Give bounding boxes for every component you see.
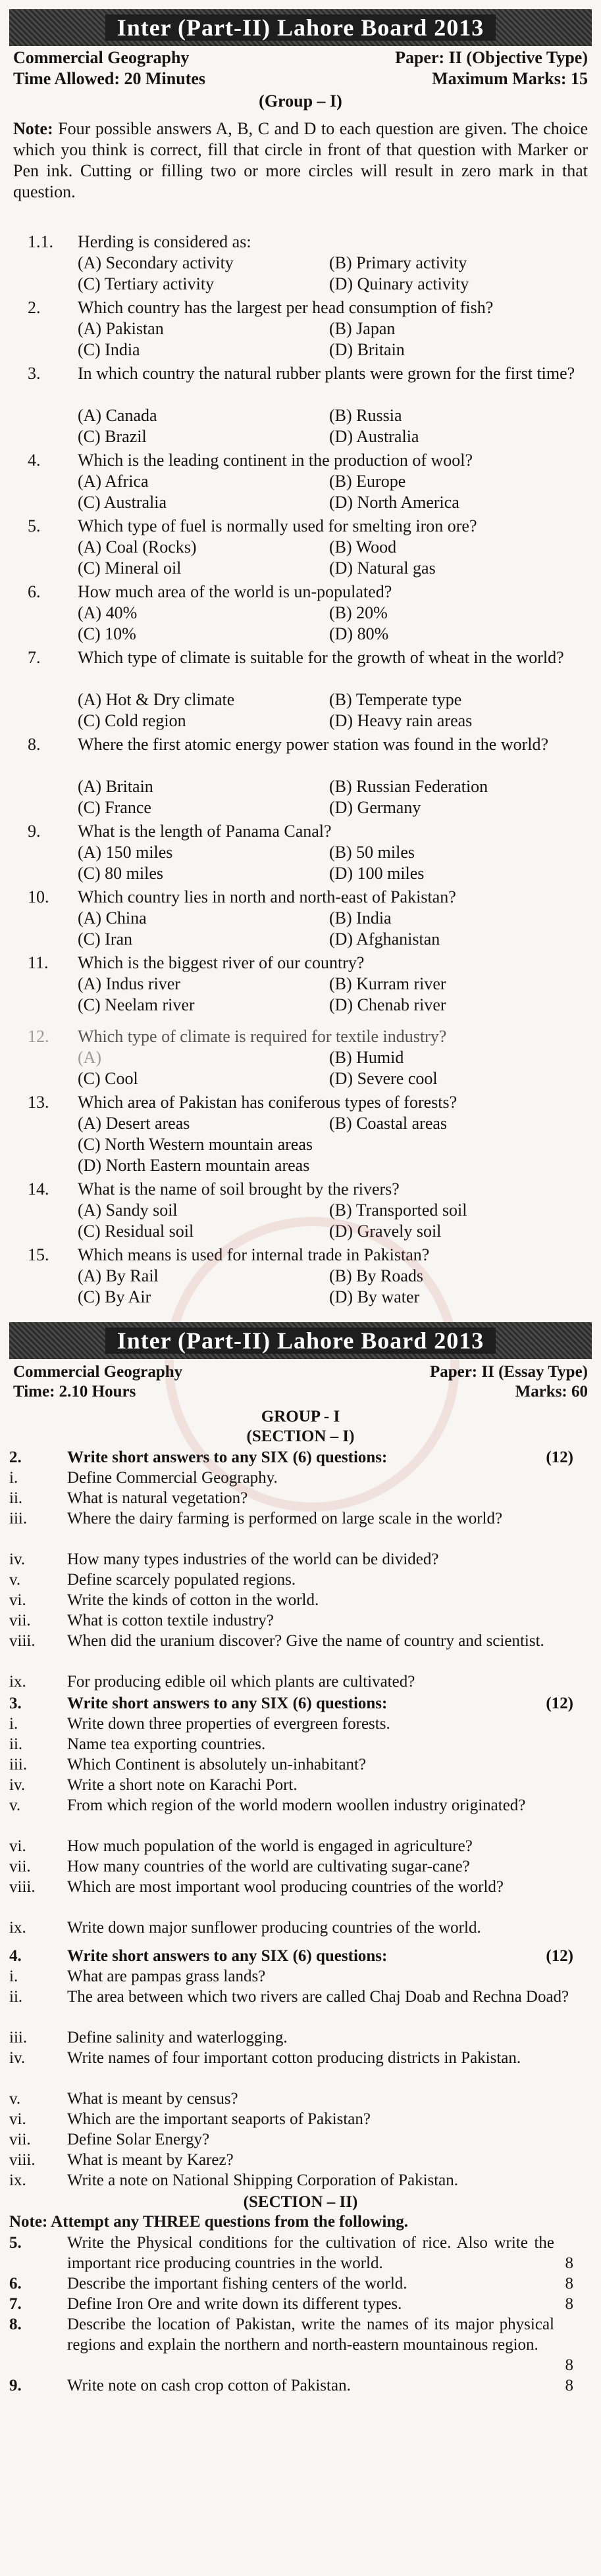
- mcq-option-a: (A) Africa: [78, 472, 149, 491]
- question-marks: (12): [546, 1947, 573, 1965]
- mcq-option-c: (C) Tertiary activity: [78, 274, 215, 293]
- mcq-option-d: (D) Britain: [329, 340, 405, 359]
- mcq-question: Which country has the largest per head consumption of fish?: [78, 298, 494, 317]
- mcq-option-a: (A) Canada: [78, 406, 157, 425]
- objective-marks: Maximum Marks: 15: [432, 69, 588, 88]
- objective-time: Time Allowed: 20 Minutes: [13, 69, 206, 88]
- mcq-number: 8.: [28, 735, 41, 754]
- question-marks: (12): [546, 1695, 573, 1712]
- item-text: Write the kinds of cotton in the world.: [67, 1591, 319, 1609]
- question-text: Define Iron Ore and write down its different types.: [67, 2295, 402, 2313]
- mcq-number: 1.1.: [28, 232, 53, 251]
- section-1-title: (SECTION – I): [246, 1427, 355, 1445]
- mcq-number: 10.: [28, 887, 49, 906]
- item-number: ii.: [9, 1735, 23, 1753]
- item-number: vii.: [9, 1858, 31, 1875]
- item-number: vi.: [9, 1837, 26, 1855]
- essay-banner-title: Inter (Part-II) Lahore Board 2013: [105, 1327, 496, 1354]
- mcq-option-c: (C) Neelam river: [78, 995, 195, 1014]
- mcq-option-b: (B) Humid: [329, 1048, 404, 1067]
- mcq-option-b: (B) Primary activity: [329, 253, 467, 272]
- mcq-option-c: (C) Iran: [78, 929, 133, 949]
- essay-group: GROUP - I: [261, 1408, 340, 1425]
- item-text: Where the dairy farming is performed on large scale in the world?: [67, 1510, 503, 1527]
- mcq-option-b: (B) Temperate type: [329, 690, 462, 709]
- mcq-option-a: (A): [78, 1048, 102, 1067]
- mcq-option-c: (C) Residual soil: [78, 1222, 194, 1241]
- mcq-question: Which country lies in north and north-east of Pakistan?: [78, 887, 456, 906]
- item-number: i.: [9, 1968, 18, 1985]
- mcq-number: 6.: [28, 582, 41, 601]
- mcq-option-b: (B) Kurram river: [329, 974, 446, 993]
- item-text: What is meant by census?: [67, 2090, 238, 2108]
- objective-note: [13, 118, 588, 203]
- mcq-option-a: (A) Desert areas: [78, 1114, 190, 1133]
- mcq-option-c: (C) North Western mountain areas: [78, 1135, 313, 1154]
- item-number: v.: [9, 2090, 21, 2108]
- section-2-title: (SECTION – II): [243, 2193, 358, 2211]
- mcq-question: Which is the leading continent in the production of wool?: [78, 451, 473, 470]
- mcq-option-b: (B) By Roads: [329, 1266, 423, 1285]
- item-number: iv.: [9, 2049, 26, 2067]
- mcq-option-a: (A) By Rail: [78, 1266, 159, 1285]
- item-text: How many countries of the world are cultivating sugar-cane?: [67, 1858, 470, 1875]
- mcq-option-a: (A) Britain: [78, 777, 153, 796]
- mcq-number: 4.: [28, 451, 41, 470]
- mcq-number: 2.: [28, 298, 41, 317]
- mcq-option-d: (D) Gravely soil: [329, 1222, 442, 1241]
- objective-header-row-2: [13, 68, 588, 89]
- item-number: i.: [9, 1469, 18, 1487]
- item-text: Define Commercial Geography.: [67, 1469, 278, 1487]
- mcq-option-d: (D) North Eastern mountain areas: [78, 1156, 310, 1175]
- item-text: Define scarcely populated regions.: [67, 1571, 296, 1589]
- mcq-option-b: (B) Europe: [329, 472, 406, 491]
- question-number: 3.: [9, 1695, 22, 1712]
- mcq-option-a: (A) 150 miles: [78, 843, 173, 862]
- item-number: ii.: [9, 1489, 23, 1507]
- mcq-number: 7.: [28, 648, 41, 667]
- item-text: Which are the important seaports of Pakistan?: [67, 2110, 371, 2128]
- mcq-option-c: (C) 80 miles: [78, 864, 163, 883]
- mcq-number: 14.: [28, 1179, 49, 1199]
- item-text: Which are most important wool producing countries of the world?: [67, 1878, 504, 1896]
- question-marks: 8: [565, 2377, 573, 2394]
- item-text: Name tea exporting countries.: [67, 1735, 266, 1753]
- question-heading: Write short answers to any SIX (6) questions:: [67, 1449, 388, 1466]
- mcq-question: Herding is considered as:: [78, 232, 251, 251]
- essay-subject: Commercial Geography: [13, 1363, 183, 1381]
- question-text: Write the Physical conditions for the cultivation of rice. Also write the important rice producing countries in the world.: [67, 2234, 554, 2272]
- item-number: i.: [9, 1715, 18, 1733]
- mcq-question: Which is the biggest river of our country?: [78, 953, 365, 972]
- mcq-option-d: (D) Afghanistan: [329, 929, 440, 949]
- question-text: Describe the important fishing centers of the world.: [67, 2275, 407, 2292]
- item-text: When did the uranium discover? Give the name of country and scientist.: [67, 1632, 544, 1650]
- item-number: viii.: [9, 1878, 36, 1896]
- item-text: Define Solar Energy?: [67, 2131, 210, 2148]
- mcq-option-d: (D) Germany: [329, 798, 421, 817]
- mcq-question: Which type of fuel is normally used for smelting iron ore?: [78, 516, 477, 535]
- mcq-option-d: (D) Chenab river: [329, 995, 446, 1014]
- mcq-question: In which country the natural rubber plants were grown for the first time?: [78, 364, 575, 383]
- mcq-option-b: (B) Russian Federation: [329, 777, 488, 796]
- mcq-question: Which means is used for internal trade in Pakistan?: [78, 1245, 430, 1264]
- mcq-option-c: (C) Cold region: [78, 711, 186, 730]
- item-text: The area between which two rivers are called Chaj Doab and Rechna Doad?: [67, 1988, 569, 2006]
- question-text: Describe the location of Pakistan, write the names of its major physical regions and explain the northern and north-eastern mountainous region.: [67, 2316, 554, 2354]
- item-text: What is natural vegetation?: [67, 1489, 248, 1507]
- item-number: iii.: [9, 1510, 28, 1527]
- item-text: Define salinity and waterlogging.: [67, 2029, 288, 2046]
- mcq-option-a: (A) Coal (Rocks): [78, 537, 197, 557]
- item-text: Write a short note on Karachi Port.: [67, 1776, 298, 1794]
- mcq-option-d: (D) By water: [329, 1287, 420, 1306]
- mcq-number: 5.: [28, 516, 41, 535]
- objective-note-label: Note:: [13, 119, 53, 138]
- mcq-option-b: (B) India: [329, 908, 392, 928]
- item-number: ix.: [9, 2171, 26, 2189]
- mcq-option-d: (D) Quinary activity: [329, 274, 469, 293]
- mcq-number: 15.: [28, 1245, 49, 1264]
- mcq-option-d: (D) Australia: [329, 427, 419, 446]
- item-number: ii.: [9, 1988, 23, 2006]
- item-number: viii.: [9, 2151, 36, 2169]
- mcq-option-b: (B) 50 miles: [329, 843, 415, 862]
- question-text: Write note on cash crop cotton of Pakistan.: [67, 2377, 351, 2394]
- mcq-question: What is the length of Panama Canal?: [78, 822, 332, 841]
- item-text: For producing edible oil which plants are cultivated?: [67, 1673, 415, 1691]
- objective-group: (Group – I): [259, 91, 342, 111]
- item-text: What are pampas grass lands?: [67, 1968, 266, 1985]
- item-number: ix.: [9, 1919, 26, 1937]
- item-number: v.: [9, 1571, 21, 1589]
- mcq-option-c: (C) Brazil: [78, 427, 147, 446]
- mcq-question: Which area of Pakistan has coniferous types of forests?: [78, 1093, 457, 1112]
- objective-header-row-1: [13, 47, 588, 68]
- mcq-option-d: (D) North America: [329, 493, 459, 512]
- essay-banner: [9, 1322, 592, 1359]
- item-text: What is meant by Karez?: [67, 2151, 234, 2169]
- essay-header-row-1: [13, 1362, 588, 1383]
- question-marks: 8: [565, 2295, 573, 2313]
- item-number: vi.: [9, 2110, 26, 2128]
- mcq-question: Which type of climate is required for textile industry?: [78, 1027, 447, 1046]
- mcq-option-b: (B) Japan: [329, 319, 396, 338]
- objective-paper: Paper: II (Objective Type): [395, 48, 588, 67]
- objective-banner: [9, 9, 592, 46]
- mcq-option-d: (D) 80%: [329, 624, 389, 643]
- item-number: vii.: [9, 1612, 31, 1629]
- item-number: vii.: [9, 2131, 31, 2148]
- mcq-number: 13.: [28, 1093, 49, 1112]
- question-number: 2.: [9, 1449, 22, 1466]
- item-text: Write names of four important cotton producing districts in Pakistan.: [67, 2049, 521, 2067]
- item-text: Which Continent is absolutely un-inhabitant?: [67, 1756, 367, 1773]
- mcq-option-a: (A) Indus river: [78, 974, 180, 993]
- item-number: ix.: [9, 1673, 26, 1691]
- mcq-option-d: (D) Severe cool: [329, 1069, 438, 1088]
- mcq-option-d: (D) Heavy rain areas: [329, 711, 473, 730]
- item-text: How much population of the world is engaged in agriculture?: [67, 1837, 473, 1855]
- item-text: What is cotton textile industry?: [67, 1612, 274, 1629]
- mcq-option-b: (B) Transported soil: [329, 1201, 467, 1220]
- essay-paper: Paper: II (Essay Type): [429, 1363, 588, 1381]
- mcq-number: 3.: [28, 364, 41, 383]
- mcq-option-c: (C) 10%: [78, 624, 136, 643]
- mcq-option-c: (C) By Air: [78, 1287, 151, 1306]
- mcq-question: What is the name of soil brought by the rivers?: [78, 1179, 400, 1199]
- question-heading: Write short answers to any SIX (6) questions:: [67, 1947, 388, 1965]
- question-number: 9.: [9, 2377, 22, 2394]
- question-number: 7.: [9, 2295, 22, 2313]
- mcq-option-b: (B) 20%: [329, 603, 388, 622]
- mcq-question: How much area of the world is un-populated?: [78, 582, 392, 601]
- mcq-option-b: (B) Russia: [329, 406, 402, 425]
- objective-note-text: Four possible answers A, B, C and D to each question are given. The choice which you think is correct, fill that circle in front of that question with Marker or Pen ink. Cutting or filling two or more circles will result in zero mark in that question.: [13, 119, 588, 201]
- question-number: 8.: [9, 2316, 22, 2333]
- essay-marks: Marks: 60: [515, 1383, 588, 1400]
- mcq-option-b: (B) Wood: [329, 537, 397, 557]
- question-marks: 8: [565, 2275, 573, 2292]
- mcq-option-a: (A) Pakistan: [78, 319, 164, 338]
- question-marks: 8: [565, 2254, 573, 2272]
- item-text: Write down three properties of evergreen forests.: [67, 1715, 390, 1733]
- mcq-option-c: (C) Australia: [78, 493, 167, 512]
- question-marks: (12): [546, 1449, 573, 1466]
- item-number: vi.: [9, 1591, 26, 1609]
- mcq-number: 12.: [28, 1027, 49, 1046]
- mcq-option-a: (A) 40%: [78, 603, 138, 622]
- mcq-question: Where the first atomic energy power station was found in the world?: [78, 735, 549, 754]
- mcq-question: Which type of climate is suitable for the growth of wheat in the world?: [78, 648, 564, 667]
- mcq-option-c: (C) Cool: [78, 1069, 138, 1088]
- mcq-number: 11.: [28, 953, 49, 972]
- item-number: iv.: [9, 1776, 26, 1794]
- mcq-option-d: (D) Natural gas: [329, 558, 436, 578]
- question-number: 4.: [9, 1947, 22, 1965]
- mcq-option-a: (A) Sandy soil: [78, 1201, 178, 1220]
- item-number: viii.: [9, 1632, 36, 1650]
- item-number: iii.: [9, 1756, 28, 1773]
- mcq-option-a: (A) Secondary activity: [78, 253, 234, 272]
- item-number: iv.: [9, 1550, 26, 1568]
- question-number: 5.: [9, 2234, 22, 2252]
- item-text: How many types industries of the world can be divided?: [67, 1550, 439, 1568]
- objective-banner-title: Inter (Part-II) Lahore Board 2013: [105, 14, 496, 41]
- question-heading: Write short answers to any SIX (6) questions:: [67, 1695, 388, 1712]
- item-text: From which region of the world modern woollen industry originated?: [67, 1796, 526, 1814]
- item-number: iii.: [9, 2029, 28, 2046]
- item-text: Write a note on National Shipping Corporation of Pakistan.: [67, 2171, 459, 2189]
- mcq-option-b: (B) Coastal areas: [329, 1114, 448, 1133]
- item-text: Write down major sunflower producing countries of the world.: [67, 1919, 481, 1937]
- mcq-option-c: (C) Mineral oil: [78, 558, 182, 578]
- essay-time: Time: 2.10 Hours: [13, 1383, 136, 1400]
- mcq-option-a: (A) China: [78, 908, 147, 928]
- item-number: v.: [9, 1796, 21, 1814]
- essay-header-row-2: [13, 1381, 588, 1402]
- question-marks: 8: [565, 2356, 573, 2374]
- mcq-option-c: (C) France: [78, 798, 151, 817]
- mcq-number: 9.: [28, 822, 41, 841]
- section-2-note-text: Note: Attempt any THREE questions from the following.: [9, 2213, 409, 2231]
- objective-subject: Commercial Geography: [13, 48, 190, 67]
- mcq-option-c: (C) India: [78, 340, 140, 359]
- question-number: 6.: [9, 2275, 22, 2292]
- mcq-option-a: (A) Hot & Dry climate: [78, 690, 235, 709]
- mcq-option-d: (D) 100 miles: [329, 864, 425, 883]
